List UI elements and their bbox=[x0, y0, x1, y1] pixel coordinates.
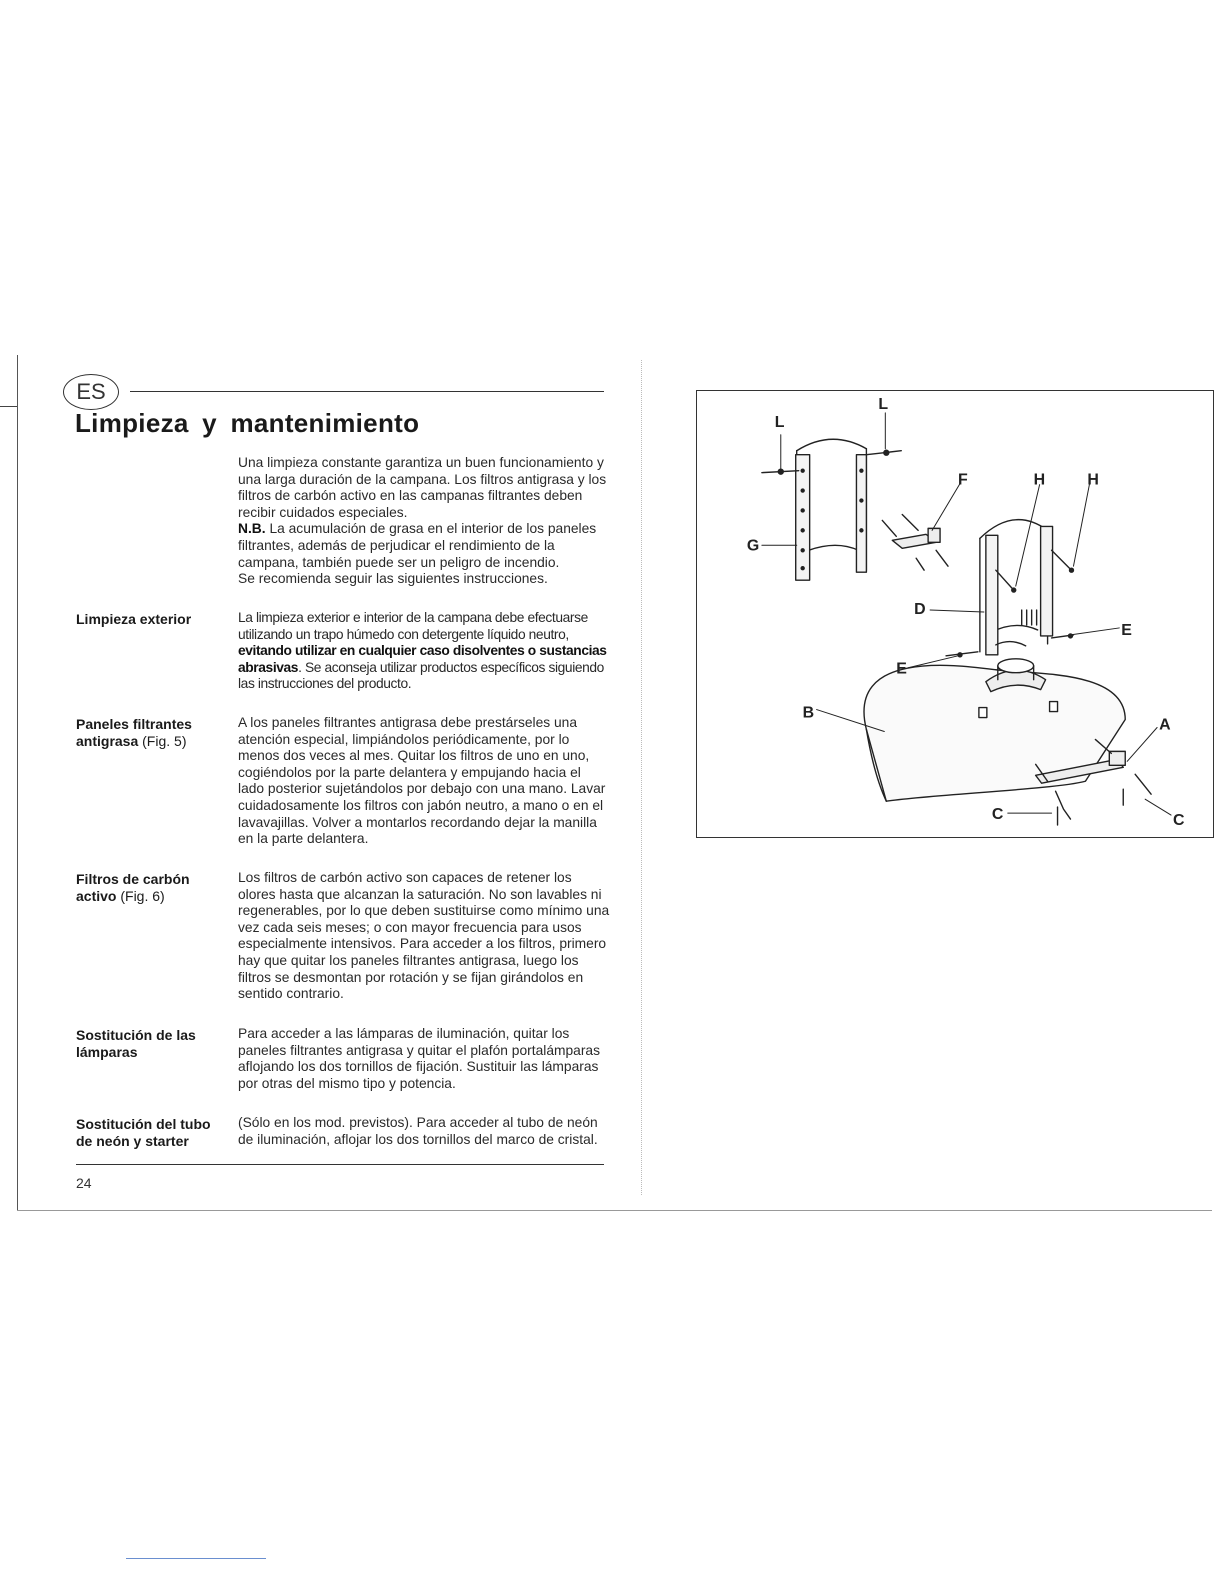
label-g: G bbox=[746, 537, 760, 555]
section-label-exterior: Limpieza exterior bbox=[76, 611, 192, 627]
label-h-left: H bbox=[1033, 471, 1046, 489]
label-b: B bbox=[802, 704, 815, 722]
label-l-left: L bbox=[774, 413, 785, 431]
section-text-carbon: Los filtros de carbón activo son capaces de retener los olores hasta que alcanzan la saturación. No son lavables ni regenerables, por lo que deben sustituirse como mínimo una vez cada seis meses; o con mayor frecuencia para usos especialmente intensivos. Para acceder a los filtros, primero hay que quitar los paneles filtrantes antigrasa, luego los filtros se desmontan por rotación y se fijan girándolos en sentido contrario. bbox=[238, 870, 610, 1002]
label-l-right: L bbox=[878, 395, 889, 413]
hood-assembly-drawing bbox=[697, 391, 1213, 837]
label-d: D bbox=[914, 601, 926, 618]
intro-text bbox=[238, 455, 610, 588]
section-label-neon: Sostitución del tubo de neón y starter bbox=[76, 1116, 211, 1149]
chimney-cover-right bbox=[980, 520, 1053, 655]
intro-paragraph-1: Una limpieza constante garantiza un buen funcionamiento y una larga duración de la campana. Los filtros antigrasa y los filtros de carbón activo en las campanas filtrantes deben recibir cuidados especiales. bbox=[238, 455, 607, 520]
section-text-neon: (Sólo en los mod. previstos). Para acceder al tubo de neón de iluminación, aflojar los dos tornillos del marco de cristal. bbox=[238, 1115, 598, 1147]
label-c-left: C bbox=[991, 806, 1004, 824]
paneles-figure-ref: (Fig. 5) bbox=[142, 733, 187, 749]
exterior-text-bold: evitando utilizar en cualquier caso disolventes o sustancias abrasivas bbox=[238, 643, 607, 675]
bottom-page-edge bbox=[17, 1210, 1212, 1211]
screw-h-right bbox=[1052, 550, 1074, 572]
section-label-paneles bbox=[76, 716, 206, 750]
chimney-cover-left bbox=[796, 439, 867, 580]
footer-rule bbox=[76, 1164, 604, 1165]
screw-h-left bbox=[996, 570, 1016, 592]
left-page-edge bbox=[17, 355, 18, 1210]
label-e-right: E bbox=[1121, 621, 1132, 639]
hood-body bbox=[864, 659, 1125, 801]
carbon-figure-ref: (Fig. 6) bbox=[120, 888, 165, 904]
section-label-lamparas: Sostitución de las lámparas bbox=[76, 1027, 196, 1060]
section-text-paneles: A los paneles filtrantes antigrasa debe prestárseles una atención especial, limpiándolos periódicamente, por lo menos dos veces al mes. Quitar los filtros de uno en uno, cogiéndolos por la parte delantera y empujando hacia el lado posterior sujetándolos por debajo con una mano. Lavar cuidadosamente los filtros con jabón neutro, a mano o en el lavavajillas. Volver a montarlos recordando dejar la manilla en la parte delantera. bbox=[238, 715, 606, 847]
bracket-f bbox=[882, 514, 948, 570]
header-rule bbox=[130, 391, 604, 392]
label-e-left: E bbox=[896, 660, 907, 678]
section-label-carbon bbox=[76, 871, 201, 905]
screw-left-top bbox=[762, 469, 799, 474]
intro-paragraph-2: Se recomienda seguir las siguientes instrucciones. bbox=[238, 571, 548, 587]
center-fold bbox=[641, 360, 642, 1195]
left-margin-tick bbox=[0, 406, 17, 407]
exterior-text-before: La limpieza exterior e interior de la campana debe efectuarse utilizando un trapo húmedo con detergente líquido neutro, bbox=[238, 610, 588, 642]
page-title: Limpieza y mantenimiento bbox=[75, 408, 420, 438]
exploded-diagram bbox=[696, 390, 1214, 838]
carbon-label-text: Filtros de carbón activo bbox=[76, 871, 190, 904]
nb-text: La acumulación de grasa en el interior de los paneles filtrantes, además de perjudicar el rendimiento de la campana, también puede ser un peligro de incendio. bbox=[238, 521, 597, 570]
label-h-right: H bbox=[1087, 471, 1099, 489]
paneles-label-text: Paneles filtrantes antigrasa bbox=[76, 716, 192, 749]
page-number: 24 bbox=[76, 1175, 92, 1191]
exterior-text-after: . Se aconseja utilizar productos específicos siguiendo las instrucciones del producto. bbox=[238, 659, 604, 692]
section-text-lamparas: Para acceder a las lámparas de iluminación, quitar los paneles filtrantes antigrasa y quitar el plafón portalámparas aflojando los dos tornillos de fijación. Sustituir las lámparas por otras del mismo tipo y potencia. bbox=[238, 1026, 600, 1091]
screw-right-top bbox=[866, 450, 901, 455]
section-text-exterior bbox=[238, 610, 610, 693]
bottom-blue-mark bbox=[126, 1558, 266, 1559]
label-f: F bbox=[957, 471, 968, 489]
language-badge: ES bbox=[63, 374, 119, 410]
screw-e-left bbox=[946, 652, 978, 657]
label-a: A bbox=[1159, 716, 1171, 734]
label-c-right: C bbox=[1173, 812, 1185, 830]
nb-label: N.B. bbox=[238, 521, 266, 537]
